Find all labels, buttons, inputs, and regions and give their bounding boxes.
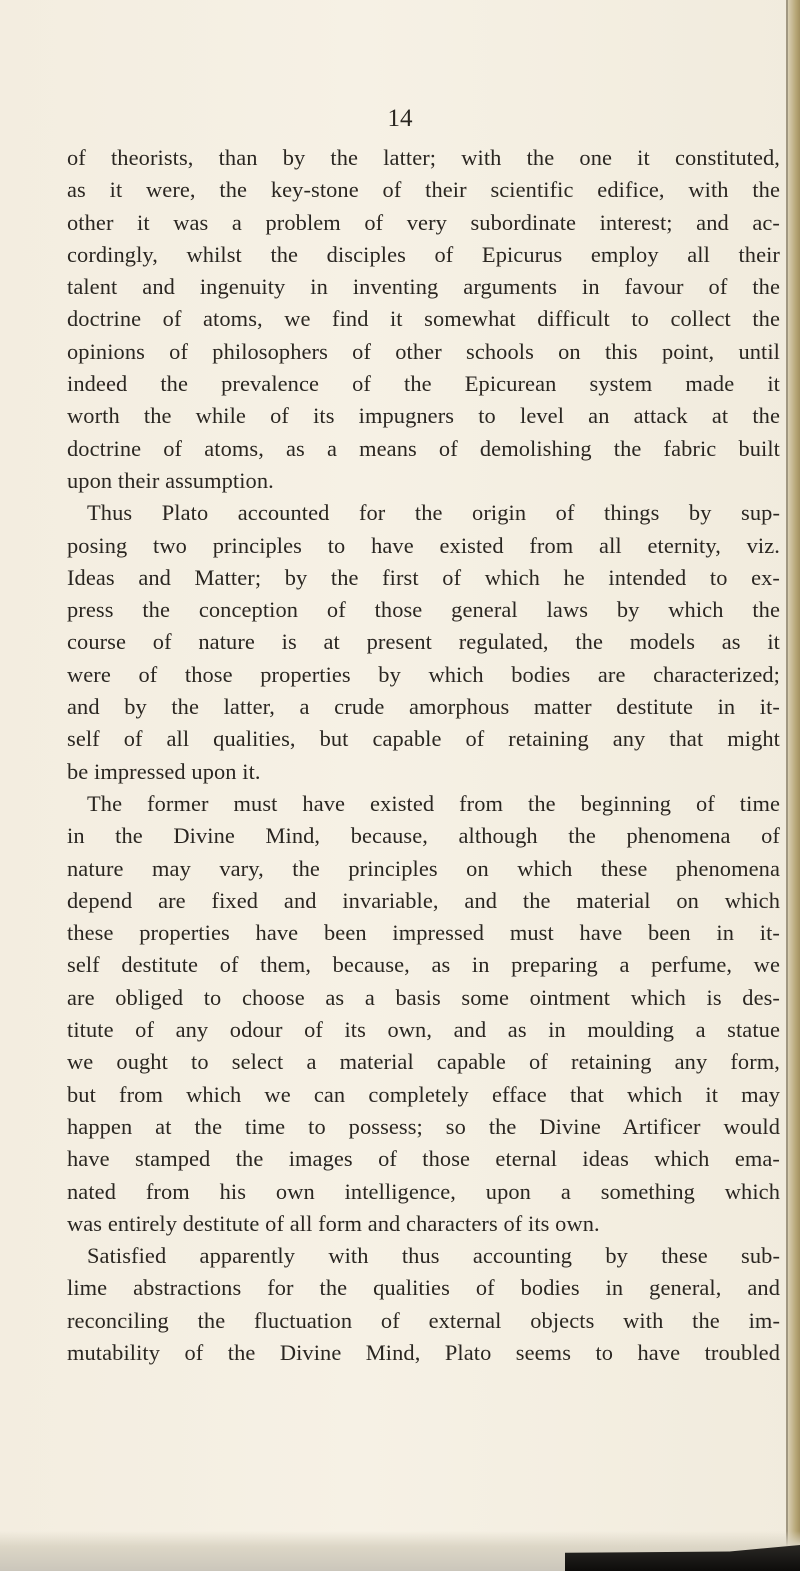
text-line: have stamped the images of those eternal ideas which ema- [67,1146,780,1172]
text-line: self destitute of them, because, as in preparing a perfume, we [67,952,780,978]
text-line: doctrine of atoms, as a means of demolishing the fabric built [67,435,780,461]
text-line: opinions of philosophers of other schools on this point, until [67,338,780,364]
page-number: 14 [387,105,413,132]
text-line: titute of any odour of its own, and as in moulding a statue [67,1017,780,1043]
text-line: posing two principles to have existed from all eternity, viz. [67,532,780,558]
text-line: reconciling the fluctuation of external objects with the im- [67,1307,780,1333]
text-line: cordingly, whilst the disciples of Epicurus employ all their [67,241,780,267]
text-line: indeed the prevalence of the Epicurean system made it [67,371,780,397]
text-line: upon their assumption. [67,467,274,493]
text-line: other it was a problem of very subordinate interest; and ac- [67,209,780,235]
text-line: of theorists, than by the latter; with the one it constituted, [67,145,780,170]
body-text [67,142,780,1369]
text-line: Thus Plato accounted for the origin of things by sup- [87,500,780,526]
text-line: was entirely destitute of all form and characters of its own. [67,1210,600,1236]
text-line: Ideas and Matter; by the first of which he intended to ex- [67,564,780,590]
text-line: we ought to select a material capable of retaining any form, [67,1049,780,1075]
text-line: but from which we can completely efface that which it may [67,1081,780,1107]
text-line: and by the latter, a crude amorphous matter destitute in it- [67,694,780,720]
page-edge-shadow [786,0,800,1571]
text-line: The former must have existed from the beginning of time [87,790,780,816]
text-line: mutability of the Divine Mind, Plato seems to have troubled [67,1339,780,1365]
text-line: nated from his own intelligence, upon a something which [67,1178,780,1204]
text-line: worth the while of its impugners to level an attack at the [67,403,780,429]
page-edge-line [786,0,788,1571]
text-line: press the conception of those general laws by which the [67,597,780,623]
text-line: self of all qualities, but capable of retaining any that might [67,726,780,752]
text-line: as it were, the key-stone of their scientific edifice, with the [67,177,780,203]
text-line: Satisfied apparently with thus accounting by these sub- [87,1243,780,1269]
text-line: these properties have been impressed must have been in it- [67,920,780,946]
text-line: were of those properties by which bodies are characterized; [67,661,780,687]
text-line: doctrine of atoms, we find it somewhat difficult to collect the [67,306,780,332]
text-line: nature may vary, the principles on which these phenomena [67,855,780,881]
text-line: be impressed upon it. [67,758,261,784]
text-line: talent and ingenuity in inventing arguments in favour of the [67,274,780,300]
text-line: happen at the time to possess; so the Divine Artificer would [67,1113,780,1139]
text-line: in the Divine Mind, because, although the phenomena of [67,823,780,849]
text-line: course of nature is at present regulated, the models as it [67,629,780,655]
text-line: are obliged to choose as a basis some ointment which is des- [67,984,780,1010]
text-line: depend are fixed and invariable, and the material on which [67,887,780,913]
text-line: lime abstractions for the qualities of bodies in general, and [67,1275,780,1301]
